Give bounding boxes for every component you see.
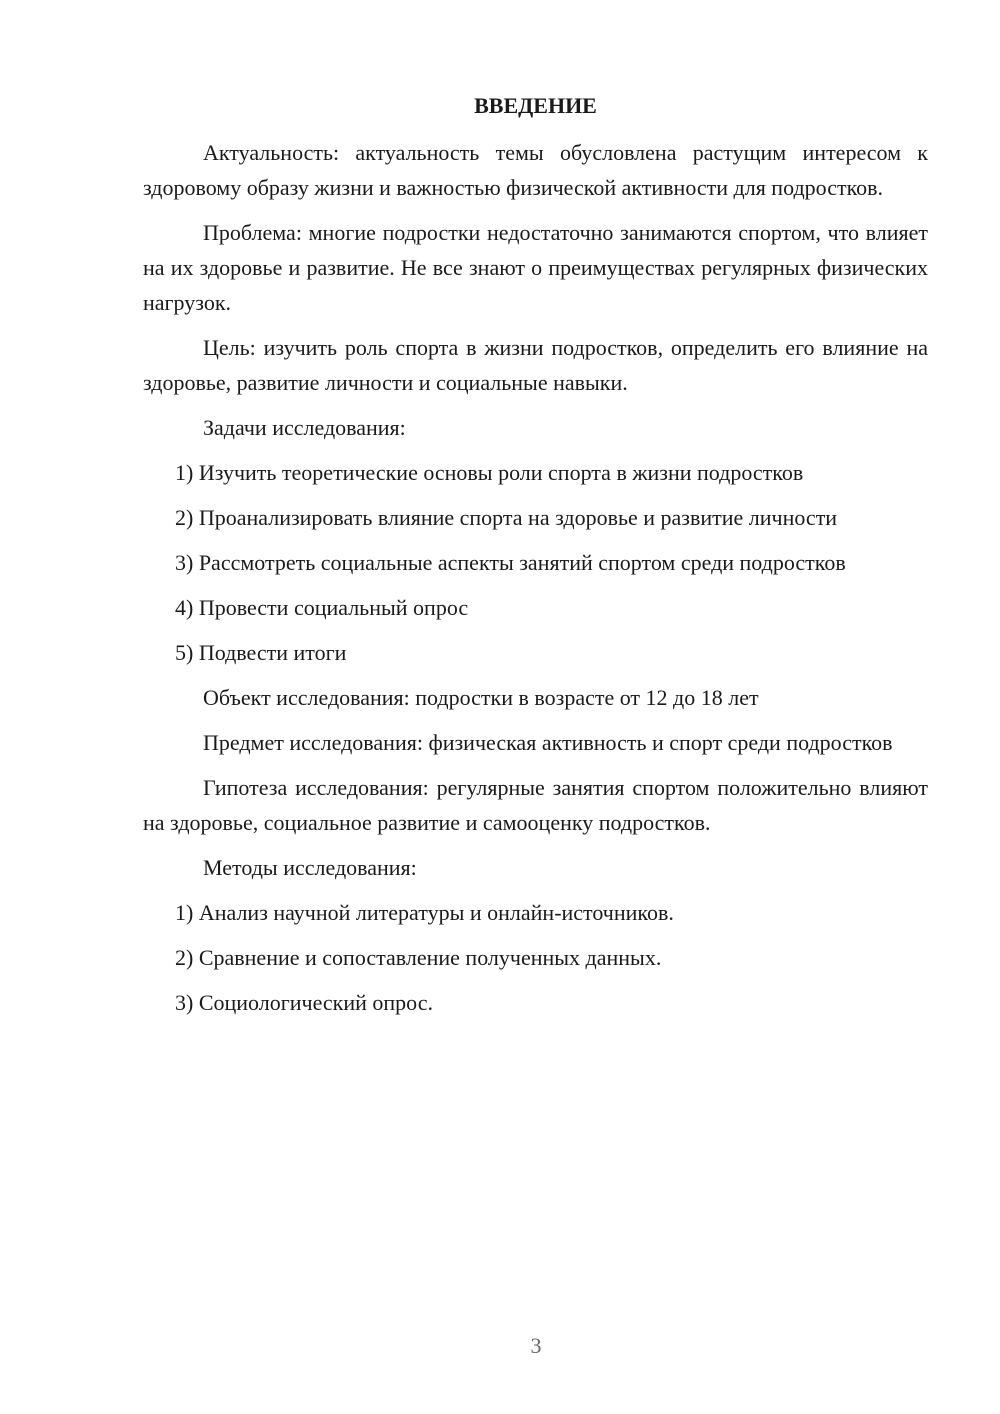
tasks-heading: Задачи исследования: bbox=[203, 415, 406, 440]
relevance-paragraph: Актуальность: актуальность темы обусловлена растущим интересом к здоровому образу жизни и важностью физической активности для подростков. bbox=[143, 140, 928, 200]
method-item: 1) Анализ научной литературы и онлайн-источников. bbox=[175, 900, 674, 925]
task-item: 3) Рассмотреть социальные аспекты занятий спортом среди подростков bbox=[175, 550, 846, 575]
document-page bbox=[143, 88, 928, 1030]
methods-heading: Методы исследования: bbox=[203, 855, 417, 880]
problem-paragraph: Проблема: многие подростки недостаточно занимаются спортом, что влияет на их здоровье и развитие. Не все знают о преимуществах регулярных физических нагрузок. bbox=[143, 220, 928, 315]
subject-paragraph: Предмет исследования: физическая активность и спорт среди подростков bbox=[203, 730, 893, 755]
method-item: 3) Социологический опрос. bbox=[175, 990, 433, 1015]
task-item: 4) Провести социальный опрос bbox=[175, 595, 469, 620]
goal-paragraph: Цель: изучить роль спорта в жизни подростков, определить его влияние на здоровье, развитие личности и социальные навыки. bbox=[143, 335, 928, 395]
hypothesis-paragraph: Гипотеза исследования: регулярные занятия спортом положительно влияют на здоровье, социальное развитие и самооценку подростков. bbox=[143, 775, 928, 835]
page-number: 3 bbox=[530, 1333, 542, 1358]
section-title: ВВЕДЕНИЕ bbox=[474, 93, 597, 118]
task-item: 5) Подвести итоги bbox=[175, 640, 347, 665]
task-item: 1) Изучить теоретические основы роли спорта в жизни подростков bbox=[175, 460, 804, 485]
task-item: 2) Проанализировать влияние спорта на здоровье и развитие личности bbox=[175, 505, 838, 530]
object-paragraph: Объект исследования: подростки в возрасте от 12 до 18 лет bbox=[203, 685, 759, 710]
method-item: 2) Сравнение и сопоставление полученных данных. bbox=[175, 945, 662, 970]
